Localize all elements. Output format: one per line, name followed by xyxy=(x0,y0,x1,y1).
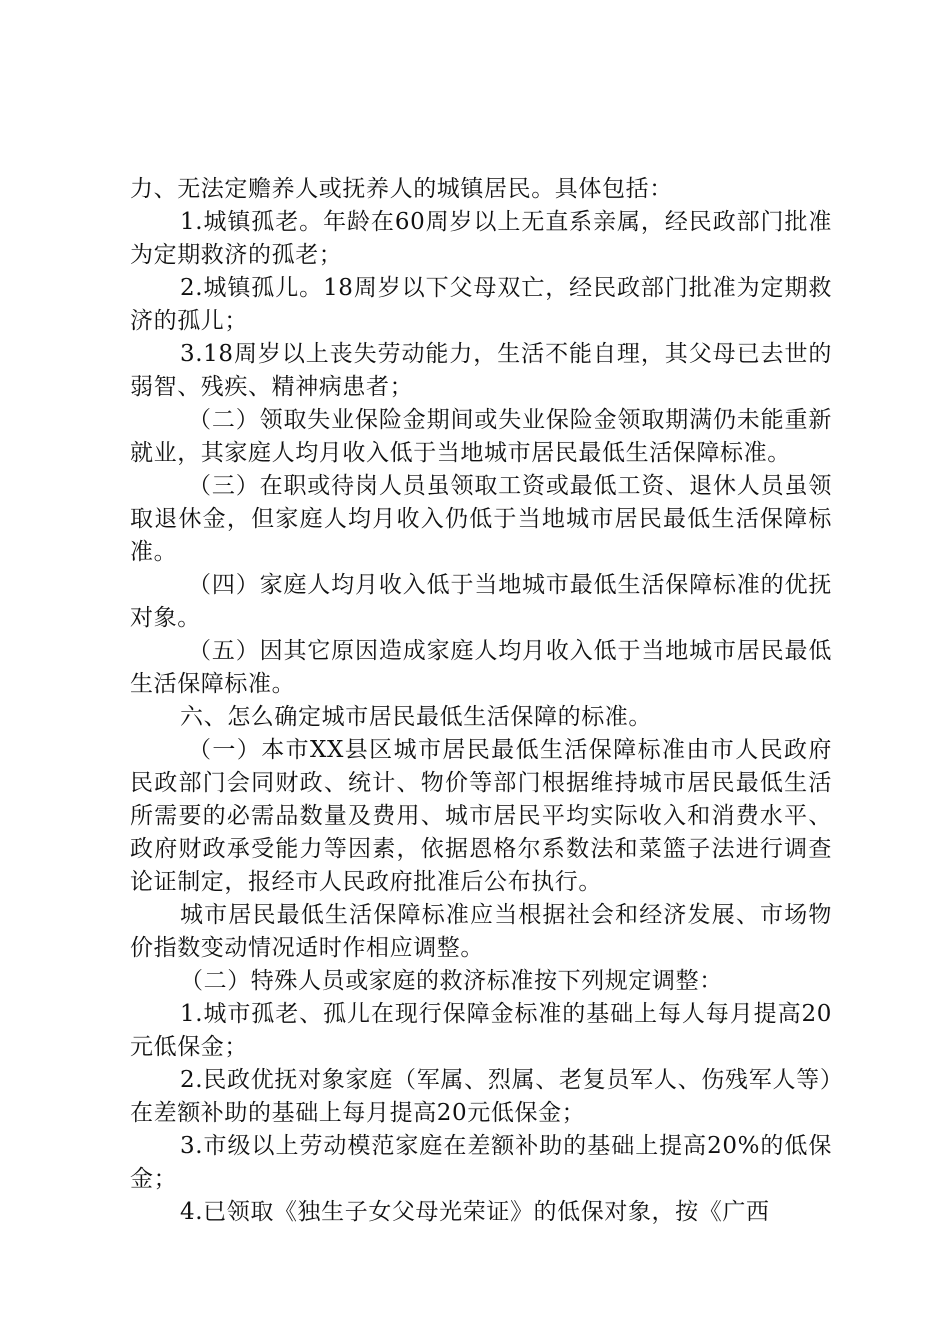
paragraph-standard-2: （二）特殊人员或家庭的救济标准按下列规定调整： xyxy=(180,968,723,994)
paragraph-item-3: 3.18周岁以上丧失劳动能力，生活不能自理，其父母已去世的弱智、残疾、精神病患者； xyxy=(130,341,832,400)
paragraph-item-2: 2.城镇孤儿。18周岁以下父母双亡，经民政部门批准为定期救济的孤儿； xyxy=(130,275,832,334)
paragraph-item-1: 1.城镇孤老。年龄在60周岁以上无直系亲属，经民政部门批准为定期救济的孤老； xyxy=(130,209,832,268)
paragraph-section-4: （四）家庭人均月收入低于当地城市最低生活保障标准的优抚对象。 xyxy=(130,572,832,631)
document-page xyxy=(130,173,832,1229)
paragraph-rule-2: 2.民政优抚对象家庭（军属、烈属、老复员军人、伤残军人等）在差额补助的基础上每月提高20元低保金； xyxy=(130,1067,832,1126)
paragraph-rule-4: 4.已领取《独生子女父母光荣证》的低保对象，按《广西 xyxy=(180,1199,770,1225)
paragraph-intro-continuation: 力、无法定赡养人或抚养人的城镇居民。具体包括： xyxy=(130,176,673,202)
paragraph-rule-3: 3.市级以上劳动模范家庭在差额补助的基础上提高20%的低保金； xyxy=(130,1133,832,1192)
paragraph-section-2: （二）领取失业保险金期间或失业保险金领取期满仍未能重新就业，其家庭人均月收入低于当地城市居民最低生活保障标准。 xyxy=(130,407,832,466)
paragraph-section-3: （三）在职或待岗人员虽领取工资或最低工资、退休人员虽领取退休金，但家庭人均月收入仍低于当地城市居民最低生活保障标准。 xyxy=(130,473,832,565)
paragraph-standard-adjustment: 城市居民最低生活保障标准应当根据社会和经济发展、市场物价指数变动情况适时作相应调整。 xyxy=(130,902,832,961)
paragraph-section-5: （五）因其它原因造成家庭人均月收入低于当地城市居民最低生活保障标准。 xyxy=(130,638,832,697)
heading-section-six: 六、怎么确定城市居民最低生活保障的标准。 xyxy=(180,704,652,730)
paragraph-standard-1: （一）本市XX县区城市居民最低生活保障标准由市人民政府民政部门会同财政、统计、物价等部门根据维持城市居民最低生活所需要的必需品数量及费用、城市居民平均实际收入和消费水平、政府财政承受能力等因素，依据恩格尔系数法和菜篮子法进行调查论证制定，报经市人民政府批准后公布执行。 xyxy=(130,737,832,895)
paragraph-rule-1: 1.城市孤老、孤儿在现行保障金标准的基础上每人每月提高20元低保金； xyxy=(130,1001,832,1060)
